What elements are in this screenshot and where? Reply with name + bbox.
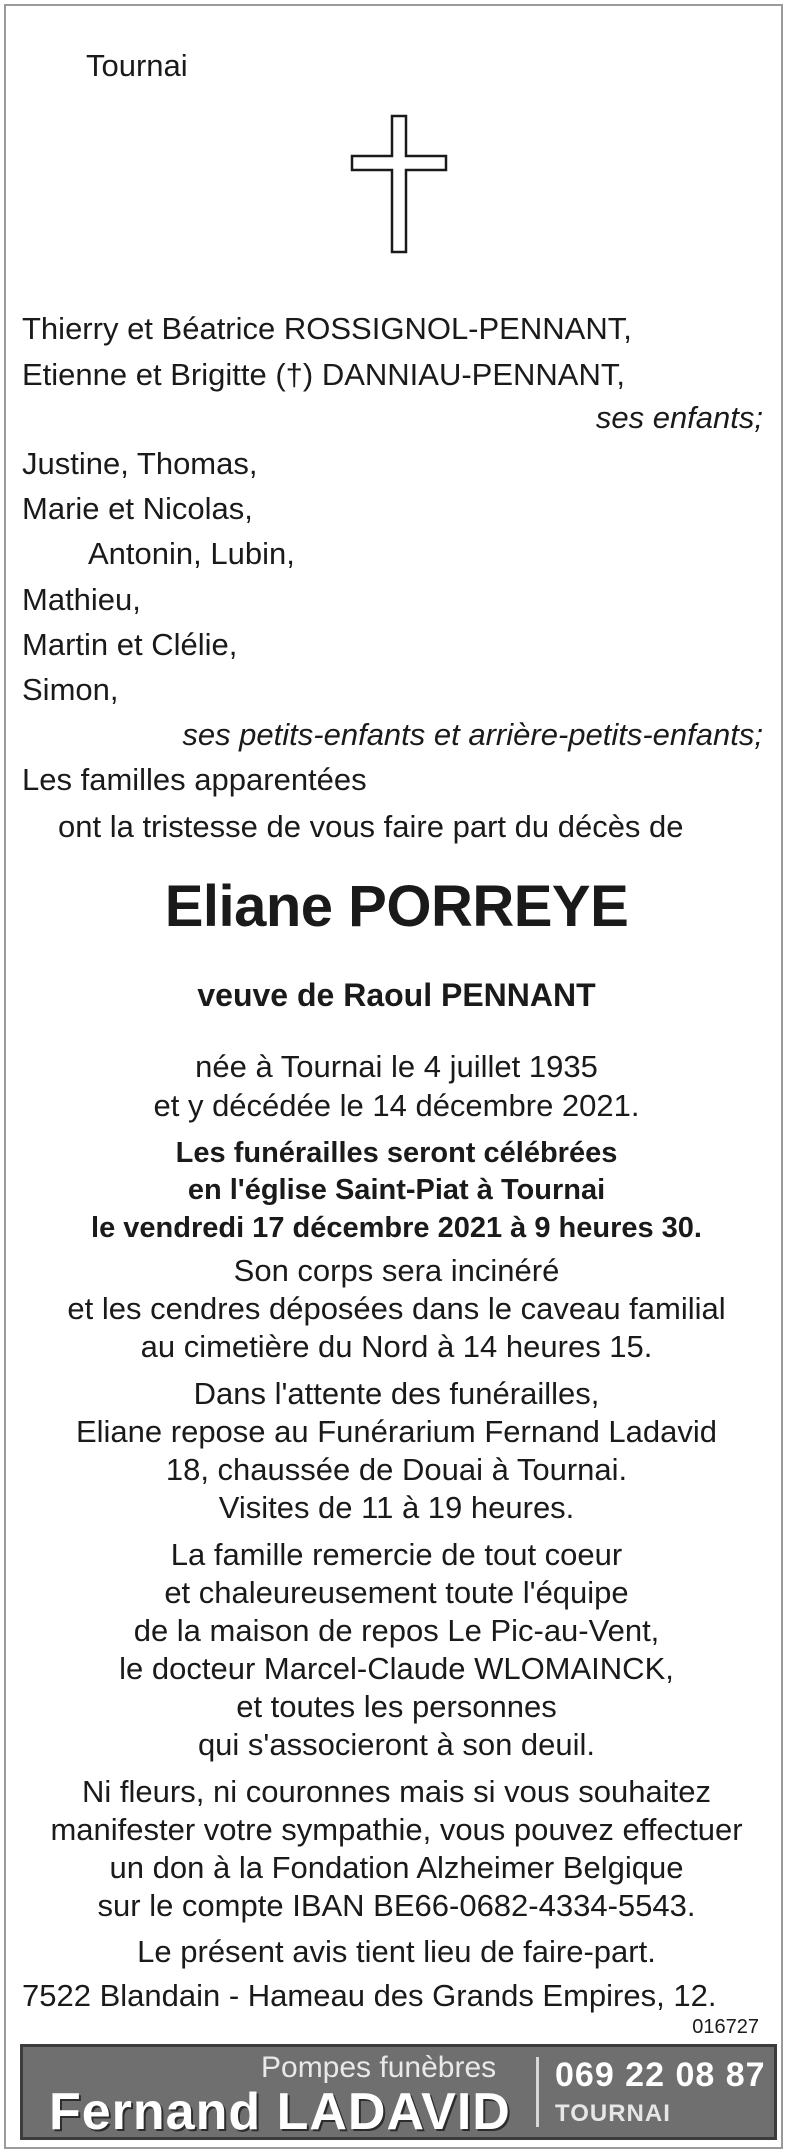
address-line: 7522 Blandain - Hameau des Grands Empires, 12. bbox=[22, 1978, 717, 2013]
grandchild-line: Antonin, Lubin, bbox=[88, 536, 295, 571]
service-label: Pompes funèbres bbox=[261, 2051, 497, 2084]
funeral-line-1: Les funérailles seront célébrées bbox=[175, 1137, 618, 1169]
death-line: et y décédée le 14 décembre 2021. bbox=[153, 1088, 640, 1123]
visitation-line-1: Dans l'attente des funérailles, bbox=[193, 1376, 600, 1411]
thanks-line-6: qui s'associeront à son deuil. bbox=[197, 1727, 596, 1762]
phone-number: 069 22 08 87 bbox=[555, 2056, 766, 2094]
grandchild-line: Mathieu, bbox=[22, 582, 141, 617]
grandchildren-label: ses petits-enfants et arrière-petits-enfants; bbox=[182, 717, 763, 752]
deceased-name: Eliane PORREYE bbox=[164, 874, 629, 939]
donation-line-3: un don à la Fondation Alzheimer Belgique bbox=[109, 1850, 684, 1885]
cross-icon bbox=[350, 114, 448, 254]
cremation-line-3: au cimetière du Nord à 14 heures 15. bbox=[140, 1329, 653, 1364]
grandchild-line: Justine, Thomas, bbox=[22, 446, 258, 481]
thanks-line-2: et chaleureusement toute l'équipe bbox=[164, 1575, 629, 1610]
funeral-home-banner bbox=[20, 2044, 777, 2140]
notice-frame bbox=[4, 4, 783, 2149]
donation-line-4: sur le compte IBAN BE66-0682-4334-5543. bbox=[97, 1888, 696, 1923]
thanks-line-4: le docteur Marcel-Claude WLOMAINCK, bbox=[119, 1651, 674, 1686]
grandchild-line: Martin et Clélie, bbox=[22, 627, 238, 662]
visitation-line-3: 18, chaussée de Douai à Tournai. bbox=[165, 1452, 628, 1487]
children-label: ses enfants; bbox=[595, 400, 763, 435]
cremation-line-1: Son corps sera incinéré bbox=[233, 1253, 560, 1288]
header-city: Tournai bbox=[86, 48, 188, 83]
child-line-2: Etienne et Brigitte (†) DANNIAU-PENNANT, bbox=[22, 357, 625, 392]
brand-name: Fernand LADAVID bbox=[49, 2083, 511, 2141]
funeral-line-2: en l'église Saint-Piat à Tournai bbox=[187, 1174, 606, 1206]
reference-number: 016727 bbox=[692, 2016, 759, 2038]
donation-line-1: Ni fleurs, ni couronnes mais si vous souhaitez bbox=[82, 1774, 711, 1809]
thanks-line-5: et toutes les personnes bbox=[236, 1689, 557, 1724]
child-line-1: Thierry et Béatrice ROSSIGNOL-PENNANT, bbox=[22, 311, 632, 346]
thanks-line-3: de la maison de repos Le Pic-au-Vent, bbox=[133, 1613, 660, 1648]
banner-city: TOURNAI bbox=[555, 2100, 671, 2127]
grandchild-line: Simon, bbox=[22, 672, 119, 707]
funeral-line-3: le vendredi 17 décembre 2021 à 9 heures 30. bbox=[91, 1212, 702, 1244]
banner-divider bbox=[536, 2057, 539, 2127]
visitation-line-2: Eliane repose au Funérarium Fernand Ladavid bbox=[75, 1414, 718, 1449]
birth-line: née à Tournai le 4 juillet 1935 bbox=[195, 1049, 598, 1084]
widow-of: veuve de Raoul PENNANT bbox=[197, 977, 596, 1013]
notice-line: Le présent avis tient lieu de faire-part. bbox=[137, 1934, 656, 1969]
grandchild-line: Marie et Nicolas, bbox=[22, 491, 253, 526]
thanks-line-1: La famille remercie de tout coeur bbox=[170, 1537, 623, 1572]
cremation-line-2: et les cendres déposées dans le caveau familial bbox=[67, 1291, 726, 1326]
families-line-2: ont la tristesse de vous faire part du décès de bbox=[58, 809, 684, 844]
families-line-1: Les familles apparentées bbox=[22, 762, 367, 797]
visitation-line-4: Visites de 11 à 19 heures. bbox=[218, 1490, 575, 1525]
donation-line-2: manifester votre sympathie, vous pouvez effectuer bbox=[50, 1812, 743, 1847]
